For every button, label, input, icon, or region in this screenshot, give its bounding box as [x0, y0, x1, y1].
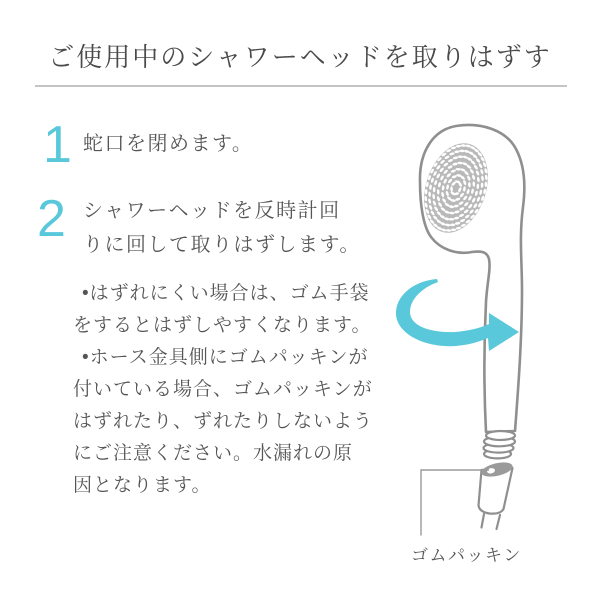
step-1-line: 蛇口を閉めます。: [83, 133, 254, 155]
thread-rings: [484, 431, 516, 458]
note-line: •はずれにくい場合は、ゴム手袋: [82, 283, 370, 304]
note-line: 付いている場合、ゴムパッキンが: [73, 379, 373, 400]
step-1-number: 1: [43, 116, 72, 174]
step-2-line: シャワーヘッドを反時計回: [83, 200, 341, 222]
note-line: はずれたり、ずれたりしないよう: [73, 411, 374, 432]
note-line: •ホース金具側にゴムパッキンが: [82, 347, 369, 368]
rubber-packing-label: ゴムパッキン: [411, 546, 522, 565]
step-2-line: りに回して取りはずします。: [83, 234, 361, 256]
note-line: にご注意ください。水漏れの原: [73, 443, 354, 464]
step-2-number: 2: [37, 190, 66, 248]
note-line: 因となります。: [73, 475, 212, 496]
page-title: ご使用中のシャワーヘッドを取りはずす: [48, 42, 552, 72]
note-line: をするとはずしやすくなります。: [73, 315, 372, 336]
